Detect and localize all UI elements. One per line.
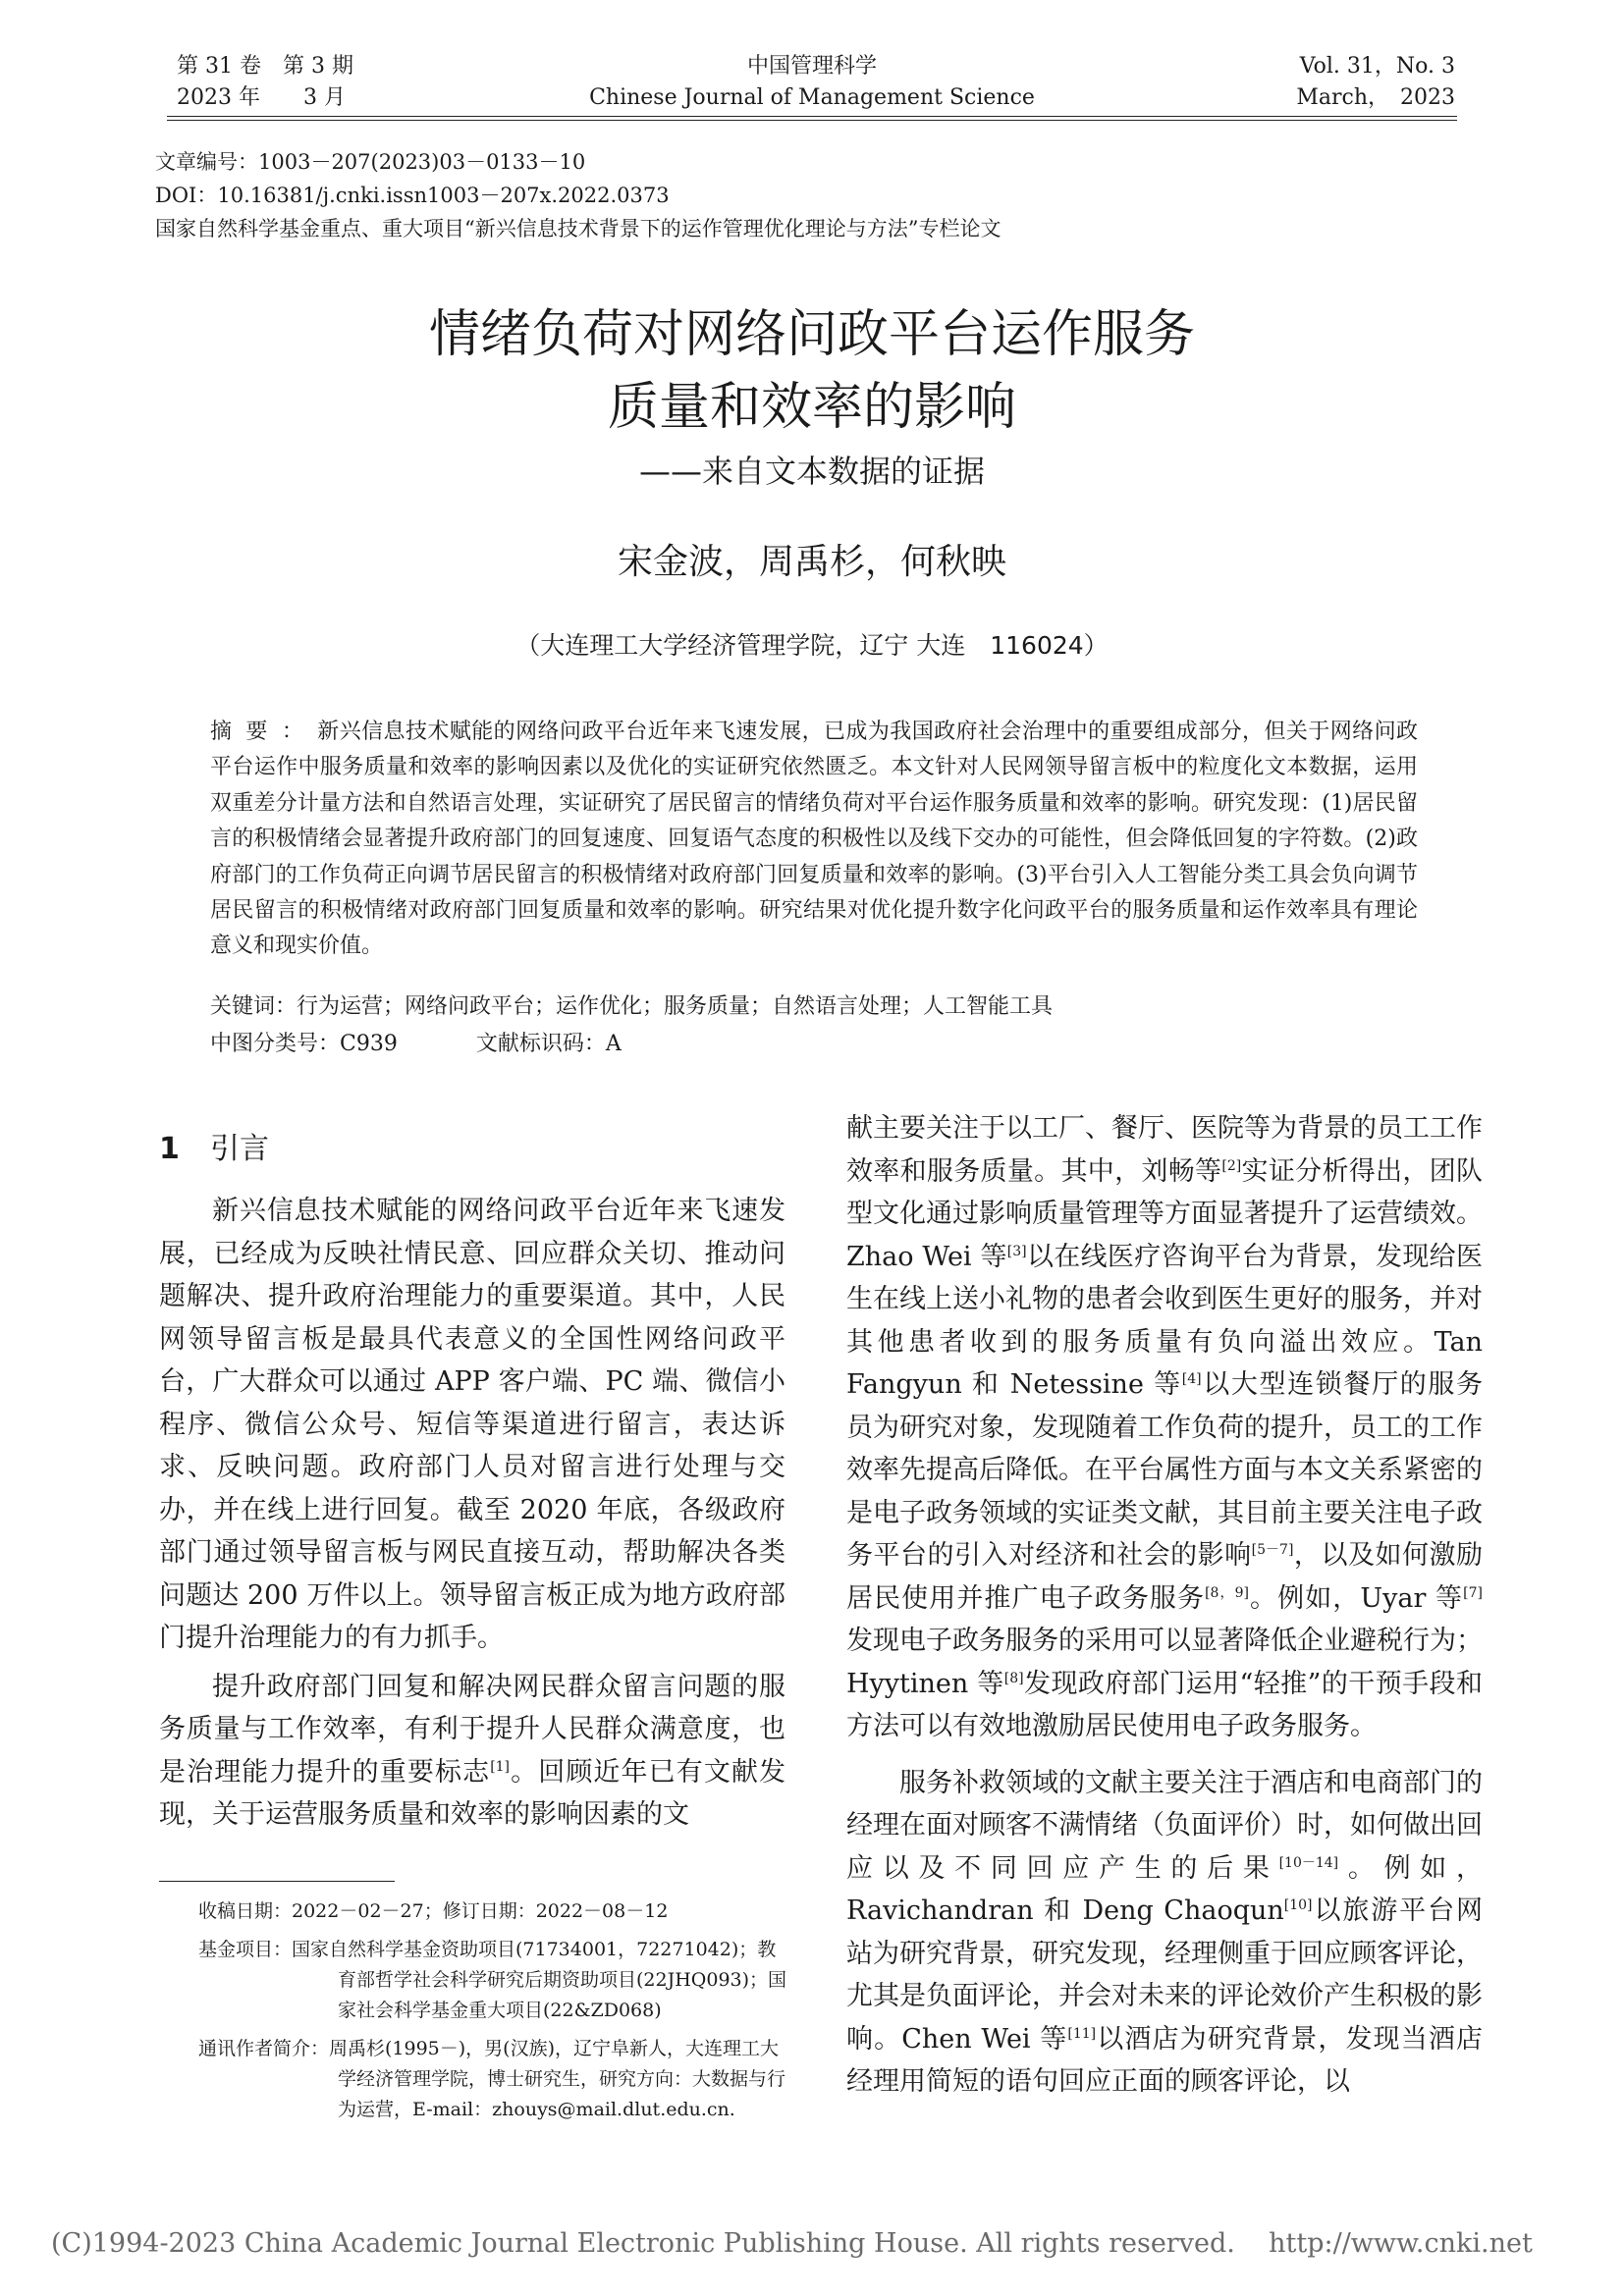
section-number: 1 [159,1132,180,1166]
citation: [8] [1003,1670,1024,1686]
authors: 宋金波，周禹杉，何秋映 [617,542,1006,582]
citation: [5－7] [1251,1542,1294,1558]
paragraph [159,1666,785,1837]
abstract [210,715,1418,965]
volume-issue: 第 31 卷 第 3 期 [177,54,353,79]
section-heading [159,1127,785,1172]
volume-issue-en: Vol. 31，No. 3 [1299,54,1455,79]
title-line-1: 情绪负荷对网络问政平台运作服务 [428,305,1195,364]
text-run: 。例如，Ravichandran 和 Deng Chaoqun [846,1852,1483,1926]
funding-info: 基金项目：国家自然科学基金资助项目(71734001，72271042)；教育部哲学社会科学研究后期资助项目(22JHQ093)；国家社会科学基金重大项目(22&ZD068) [198,1939,787,2021]
text-run: 以在线医疗咨询平台为背景，发现给医生在线上送小礼物的患者会收到医生更好的服务，并对其他患者收到的服务质量有负向溢出效应。Tan Fangyun 和 Netessine 等 [846,1241,1483,1400]
copyright-notice: (C)1994-2023 China Academic Journal Electronic Publishing House. All rights reserved. http://www.cnki.net [51,2228,1533,2259]
abstract-text: 新兴信息技术赋能的网络问政平台近年来飞速发展，已成为我国政府社会治理中的重要组成部分，但关于网络问政平台运作中服务质量和效率的影响因素以及优化的实证研究依然匮乏。本文针对人民网领导留言板中的粒度化文本数据，运用双重差分计量方法和自然语言处理，实证研究了居民留言的情绪负荷对平台运作服务质量和效率的影响。研究发现：(1)居民留言的积极情绪会显著提升政府部门的回复速度、回复语气态度的积极性以及线下交办的可能性，但会降低回复的字符数。(2)政府部门的工作负荷正向调节居民留言的积极情绪对政府部门回复质量和效率的影响。(3)平台引入人工智能分类工具会负向调节居民留言的积极情绪对政府部门回复质量和效率的影响。研究结果对优化提升数字化问政平台的服务质量和运作效率具有理论意义和现实价值。 [210,720,1418,959]
text-run: ，以及如何激励居民使用并推广电子政务服务 [846,1540,1484,1614]
citation: [11] [1067,2025,1097,2042]
right-column [846,1107,1483,2104]
issue-date-en: March， 2023 [1296,85,1455,110]
clc-number: 中图分类号：C939 [210,1032,398,1056]
citation: [2] [1221,1157,1242,1174]
citation: [7] [1463,1584,1483,1601]
paragraph [846,1107,1483,1748]
footnotes [198,1896,787,2133]
header-rule [167,116,1457,117]
keywords: 关键词：行为运营；网络问政平台；运作优化；服务质量；自然语言处理；人工智能工具 [210,994,1054,1019]
doi: DOI：10.16381/j.cnki.issn1003－207x.2022.0373 [155,184,670,207]
text-run: 以旅游平台网站为研究背景，研究发现，经理侧重于回应顾客评论，尤其是负面评论，并会对未来的评论效价产生积极的影响。Chen Wei 等 [846,1896,1484,2055]
affiliation: （大连理工大学经济管理学院，辽宁 大连 116024） [515,631,1109,660]
text-run: 。例如，Uyar 等 [1248,1582,1464,1614]
article-number: 文章编号：1003－207(2023)03－0133－10 [155,150,586,174]
header-rule-secondary [167,120,1457,121]
journal-issue-en [1296,51,1455,114]
left-column [159,1127,785,1837]
abstract-label: 摘要： [210,720,318,744]
journal-name-cn: 中国管理科学 [746,54,877,79]
text-run: 发现电子政务服务的采用可以显著降低企业避税行为；Hyytinen 等 [846,1626,1483,1699]
citation: [10] [1283,1897,1313,1913]
text-run: 以酒店为研究背景，发现当酒店经理用简短的语句回应正面的顾客评论，以 [846,2023,1483,2097]
issue-date: 2023 年 3 月 [177,85,346,110]
paragraph [846,1762,1483,2104]
text-run: 。回顾近年已有文献发现，关于运营服务质量和效率的影响因素的文 [159,1756,786,1830]
section-title: 引言 [210,1132,269,1166]
citation: [4] [1181,1371,1202,1387]
citation: [10－14] [1278,1854,1339,1871]
text-run: 服务补救领域的文献主要关注于酒店和电商部门的经理在面对顾客不满情绪（负面评价）时，如何做出回应以及不同回应产生的后果 [846,1767,1483,1884]
text-run: 实证分析得出，团队型文化通过影响质量管理等方面显著提升了运营绩效。Zhao Wei 等 [846,1155,1484,1272]
author-info: 通讯作者简介：周禹杉(1995－)，男(汉族)，辽宁阜新人，大连理工大学经济管理学院，博士研究生，研究方向：大数据与行为运营，E-mail：zhouys@mail.dlut.edu.cn. [198,2038,786,2120]
special-column: 国家自然科学基金重点、重大项目“新兴信息技术背景下的运作管理优化理论与方法”专栏论文 [155,217,1001,240]
citation: [3] [1006,1243,1027,1259]
document-code: 文献标识码：A [475,1032,622,1056]
footnote-rule [159,1881,395,1882]
text-run: 献主要关注于以工厂、餐厅、医院等为背景的员工工作效率和服务质量。其中，刘畅等 [846,1113,1483,1187]
journal-name-en: Chinese Journal of Management Science [589,85,1035,110]
received-date: 收稿日期：2022－02－27；修订日期：2022－08－12 [198,1900,669,1922]
paragraph: 新兴信息技术赋能的网络问政平台近年来飞速发展，已经成为反映社情民意、回应群众关切、推动问题解决、提升政府治理能力的重要渠道。其中，人民网领导留言板是最具代表意义的全国性网络问政平台，广大群众可以通过 APP 客户端、PC 端、微信小程序、微信公众号、短信等渠道进行留言，表达诉求、反映问题。政府部门人员对留言进行处理与交办，并在线上进行回复。截至 2020 年底，各级政府部门通过领导留言板与网民直接互动，帮助解决各类问题达 200 万件以上。领导留言板正成为地方政府部门提升治理能力的有力抓手。 [159,1196,785,1653]
citation: [1] [490,1758,511,1775]
title-line-2: 质量和效率的影响 [607,378,1016,437]
citation: [8，9] [1205,1584,1249,1601]
text-run: 提升政府部门回复和解决网民群众留言问题的服务质量与工作效率，有利于提升人民群众满意度，也是治理能力提升的重要标志 [159,1671,785,1788]
classification [210,1027,1418,1062]
subtitle: ——来自文本数据的证据 [638,453,985,490]
text-run: 发现政府部门运用“轻推”的干预手段和方法可以有效地激励居民使用电子政务服务。 [846,1668,1483,1741]
text-run: 以大型连锁餐厅的服务员为研究对象，发现随着工作负荷的提升，员工的工作效率先提高后降低。在平台属性方面与本文关系紧密的是电子政务领域的实证类文献，其目前主要关注电子政务平台的引入对经济和社会的影响 [846,1369,1483,1571]
article-meta [155,145,1001,245]
